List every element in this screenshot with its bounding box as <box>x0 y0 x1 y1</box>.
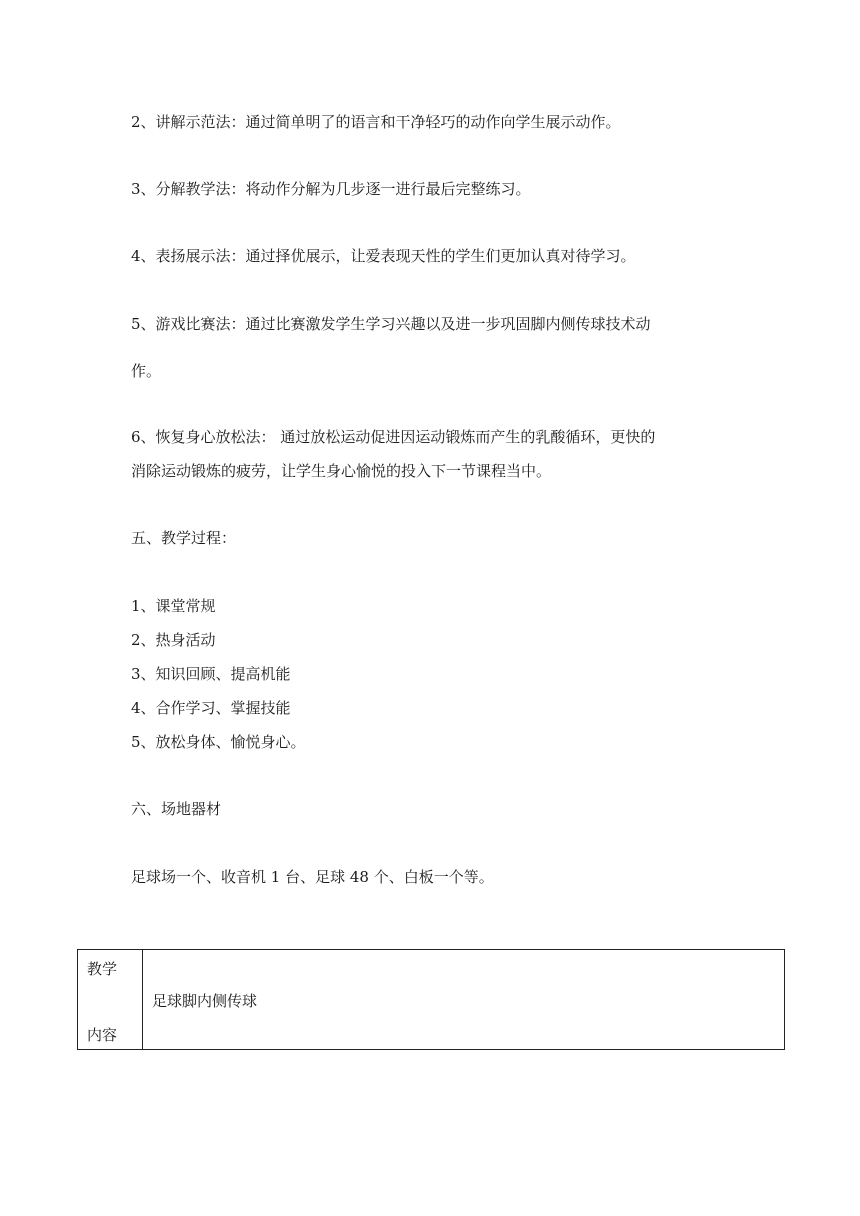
process-item-1: 1、课堂常规 <box>131 597 216 615</box>
method-6: 6、恢复身心放松法： 通过放松运动促进因运动锻炼而产生的乳酸循环，更快的 <box>131 428 656 446</box>
section-5-heading: 五、教学过程： <box>131 529 237 547</box>
table-column-divider <box>142 950 143 1049</box>
method-2: 2、讲解示范法：通过简单明了的语言和干净轻巧的动作向学生展示动作。 <box>131 113 621 131</box>
table-label-line-1: 教学 <box>87 960 118 978</box>
method-6-continued: 消除运动锻炼的疲劳，让学生身心愉悦的投入下一节课程当中。 <box>131 462 552 480</box>
table-label-line-2: 内容 <box>87 1026 118 1044</box>
process-item-3: 3、知识回顾、提高机能 <box>131 665 291 683</box>
method-4: 4、表扬展示法：通过择优展示，让爱表现天性的学生们更加认真对待学习。 <box>131 247 636 265</box>
teaching-content-table <box>77 949 785 1050</box>
process-item-5: 5、放松身体、愉悦身心。 <box>131 733 306 751</box>
process-item-4: 4、合作学习、掌握技能 <box>131 699 291 717</box>
method-3: 3、分解教学法：将动作分解为几步逐一进行最后完整练习。 <box>131 180 531 198</box>
table-content-cell: 足球脚内侧传球 <box>152 992 258 1010</box>
section-6-heading: 六、场地器材 <box>131 800 222 818</box>
equipment-text: 足球场一个、收音机 1 台、足球 48 个、白板一个等。 <box>131 868 494 886</box>
method-5-continued: 作。 <box>131 362 162 380</box>
process-item-2: 2、热身活动 <box>131 631 216 649</box>
method-5: 5、游戏比赛法：通过比赛激发学生学习兴趣以及进一步巩固脚内侧传球技术动 <box>131 315 651 333</box>
